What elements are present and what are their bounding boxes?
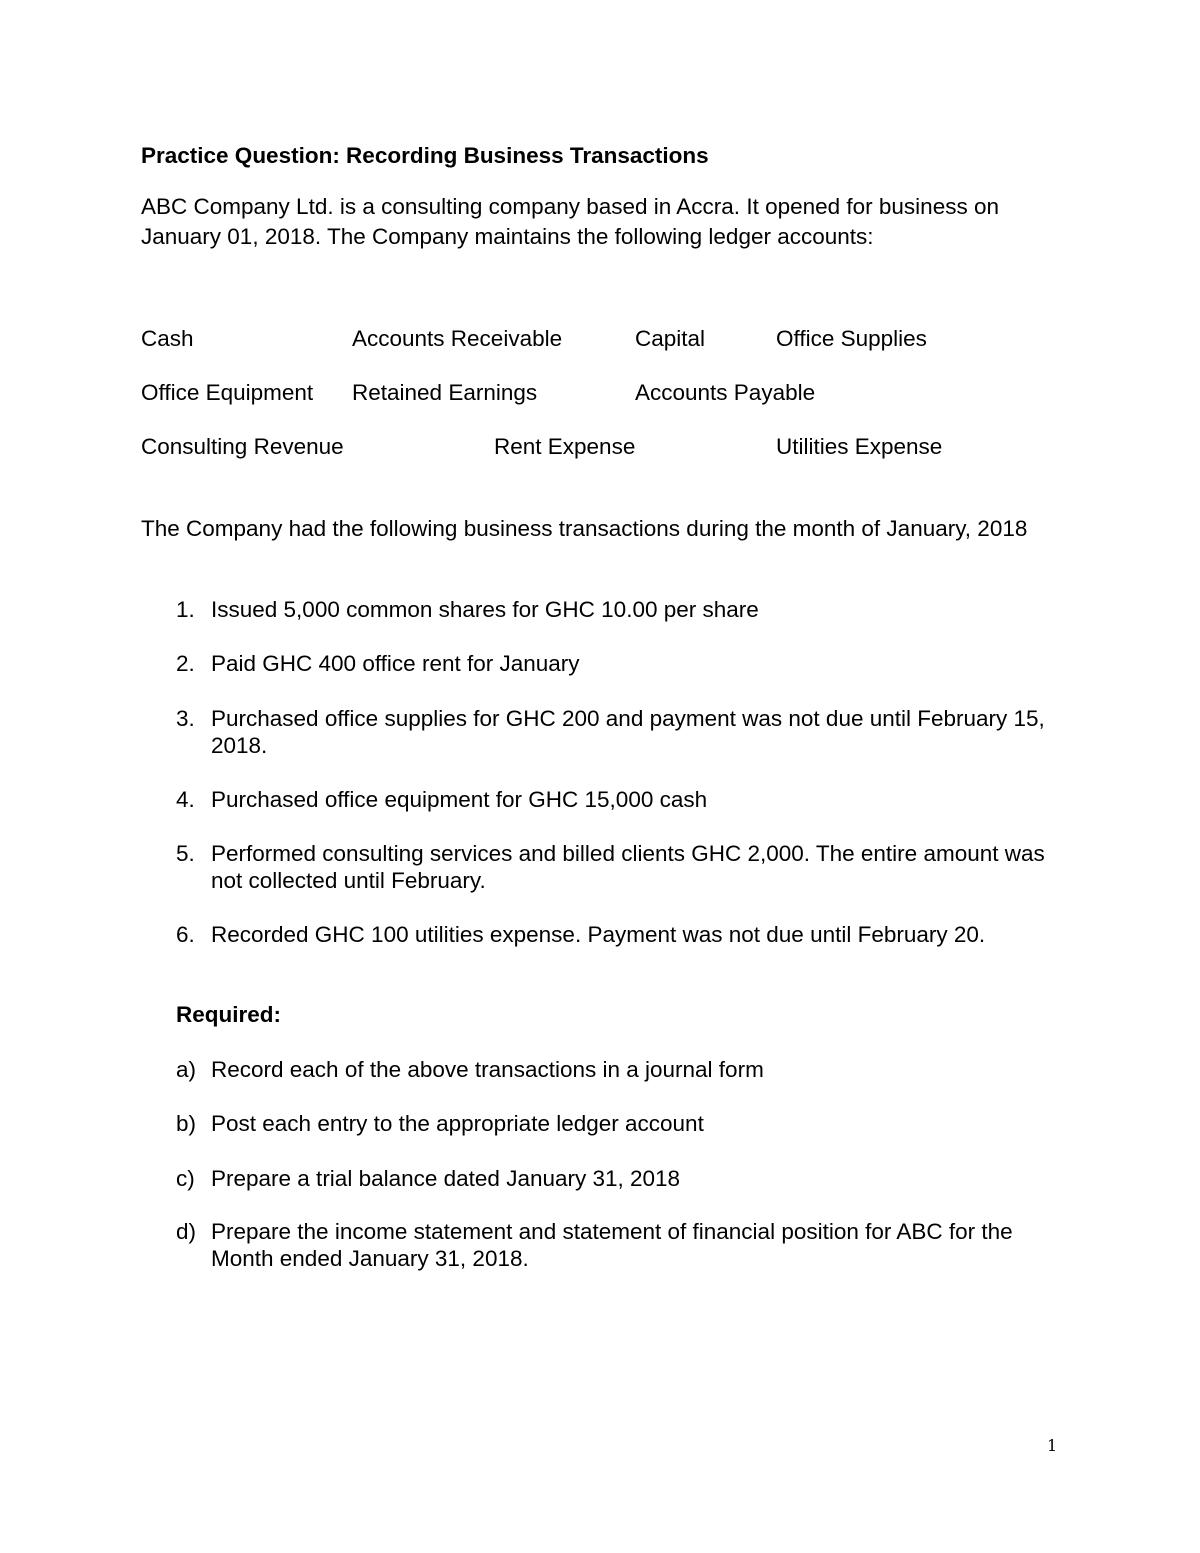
requirement-text: Prepare a trial balance dated January 31, 2018 [211, 1166, 681, 1191]
list-marker: 6. [176, 922, 195, 947]
account-office-equipment: Office Equipment [141, 380, 314, 405]
requirement-text: Record each of the above transactions in a journal form [211, 1057, 764, 1082]
account-accounts-receivable: Accounts Receivable [352, 326, 563, 351]
transactions-intro: The Company had the following business transactions during the month of January, 2018 [141, 516, 1028, 541]
transaction-text: Paid GHC 400 office rent for January [211, 651, 580, 676]
list-marker: 3. [176, 706, 195, 731]
account-office-supplies: Office Supplies [776, 326, 927, 351]
list-marker: 2. [176, 651, 195, 676]
list-marker: b) [176, 1111, 197, 1136]
page-title: Practice Question: Recording Business Transactions [141, 143, 709, 168]
list-marker: d) [176, 1219, 197, 1244]
list-marker: 1. [176, 597, 195, 622]
account-consulting-revenue: Consulting Revenue [141, 434, 344, 459]
requirement-text: Prepare the income statement and statement of financial position for ABC for the Month ended January 31, 2018. [211, 1219, 1013, 1271]
account-utilities-expense: Utilities Expense [776, 434, 943, 459]
list-marker: 5. [176, 841, 195, 866]
list-marker: c) [176, 1166, 195, 1191]
transaction-text: Issued 5,000 common shares for GHC 10.00 per share [211, 597, 759, 622]
intro-paragraph: ABC Company Ltd. is a consulting company based in Accra. It opened for business on January 01, 2018. The Company maintains the following ledger accounts: [141, 194, 999, 249]
list-marker: 4. [176, 787, 195, 812]
account-retained-earnings: Retained Earnings [352, 380, 538, 405]
requirement-text: Post each entry to the appropriate ledger account [211, 1111, 704, 1136]
account-capital: Capital [635, 326, 706, 351]
required-heading: Required: [176, 1002, 282, 1027]
page-number: 1 [1047, 1436, 1058, 1455]
account-rent-expense: Rent Expense [494, 434, 636, 459]
transaction-text: Recorded GHC 100 utilities expense. Payment was not due until February 20. [211, 922, 986, 947]
transaction-text: Performed consulting services and billed clients GHC 2,000. The entire amount was not collected until February. [211, 841, 1045, 893]
transaction-text: Purchased office equipment for GHC 15,000 cash [211, 787, 708, 812]
list-marker: a) [176, 1057, 197, 1082]
account-cash: Cash [141, 326, 194, 351]
transaction-text: Purchased office supplies for GHC 200 and payment was not due until February 15, 2018. [211, 706, 1045, 758]
account-accounts-payable: Accounts Payable [635, 380, 816, 405]
